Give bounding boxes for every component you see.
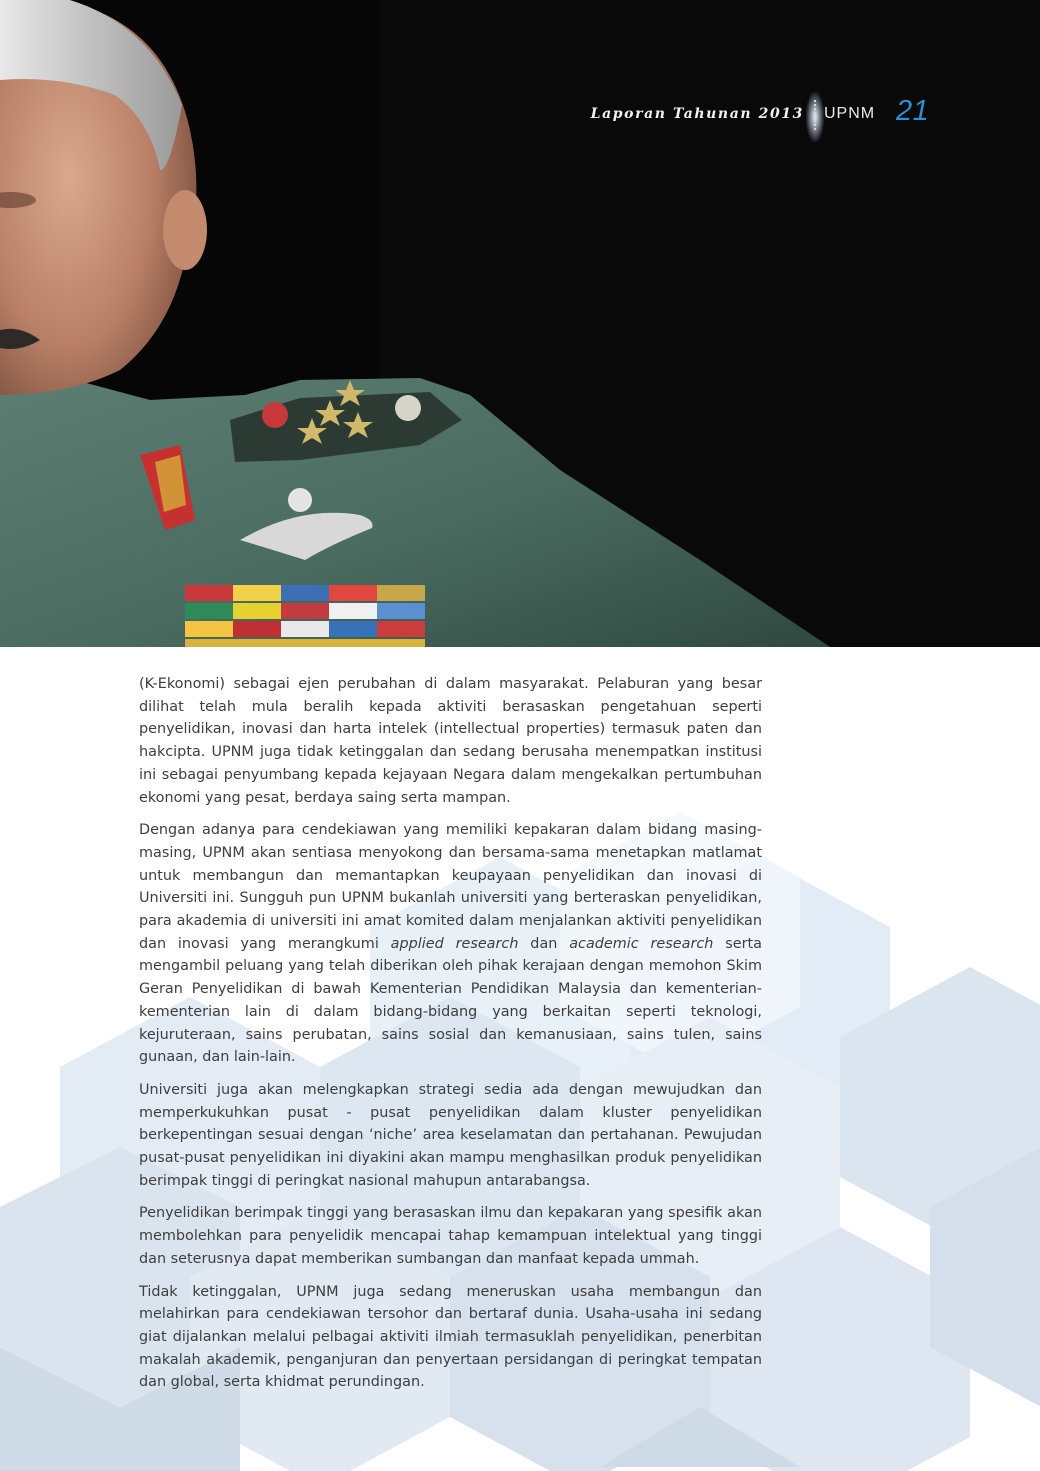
page-number: 21	[896, 95, 930, 127]
paragraph-2-part-3: serta mengambil peluang yang telah diberikan oleh pihak kerajaan dengan memohon Skim Geran Penyelidikan di bawah Kementerian Pendidikan Malaysia dan kementerian-kementerian lain di dalam bidang-bidang yang berkaitan seperti teknologi, kejuruteraan, sains perubatan, sains sosial dan kemanusiaan, sains tulen, sains gunaan, dan lain-lain.	[139, 935, 762, 1066]
paragraph-2-part-2: dan	[518, 935, 570, 952]
paragraph-2	[139, 819, 762, 1069]
paragraph-3: Universiti juga akan melengkapkan strategi sedia ada dengan mewujudkan dan memperkukuhkan pusat - pusat penyelidikan dalam kluster penyelidikan berkepentingan sesuai dengan ‘niche’ area keselamatan dan pertahanan. Pewujudan pusat-pusat penyelidikan ini diyakini akan mampu menghasilkan produk penyelidikan berimpak tinggi di peringkat nasional mahupun antarabangsa.	[139, 1081, 762, 1189]
paragraph-2-part-1: Dengan adanya para cendekiawan yang memiliki kepakaran dalam bidang masing-masing, UPNM akan sentiasa menyokong dan bersama-sama menetapkan matlamat untuk membangun dan memantapkan keupayaan penyelidikan dan inovasi di Universiti ini. Sungguh pun UPNM bukanlah universiti yang berteraskan penyelidikan, para akademia di universiti ini amat komited dalam menjalankan aktiviti penyelidikan dan inovasi yang merangkumi	[139, 822, 762, 952]
paragraph-5: Tidak ketinggalan, UPNM juga sedang meneruskan usaha membangun dan melahirkan para cendekiawan tersohor dan bertaraf dunia. Usaha-usaha ini sedang giat dijalankan melalui pelbagai aktiviti ilmiah termasuklah penyelidikan, penerbitan makalah akademik, penganjuran dan penyertaan persidangan di peringkat tempatan dan global, serta khidmat perundingan.	[139, 1283, 762, 1391]
paragraph-1: (K-Ekonomi) sebagai ejen perubahan di dalam masyarakat. Pelaburan yang besar dilihat telah mula beralih kepada aktiviti berasaskan pengetahuan seperti penyelidikan, inovasi dan harta intelek (intellectual properties) termasuk paten dan hakcipta. UPNM juga tidak ketinggalan dan sedang berusaha menempatkan institusi ini sebagai penyumbang kepada kejayaan Negara dalam mengekalkan pertumbuhan ekonomi yang pesat, berdaya saing serta mampan.	[139, 676, 762, 806]
officer-photo-illustration	[0, 0, 1040, 647]
paragraph-2-emphasis-2: academic research	[569, 935, 714, 952]
report-title: Laporan Tahunan 2013	[590, 106, 804, 122]
organization-name: UPNM	[824, 105, 876, 122]
header-divider	[814, 100, 816, 130]
paragraph-4: Penyelidikan berimpak tinggi yang berasaskan ilmu dan kepakaran yang spesifik akan membolehkan para penyelidik mencapai tahap kemampuan intelektual yang tinggi dan seterusnya dapat memberikan sumbangan dan manfaat kepada ummah.	[139, 1205, 762, 1267]
article-body	[139, 673, 762, 1404]
header-photo	[0, 0, 1040, 647]
paragraph-2-emphasis-1: applied research	[390, 935, 519, 952]
